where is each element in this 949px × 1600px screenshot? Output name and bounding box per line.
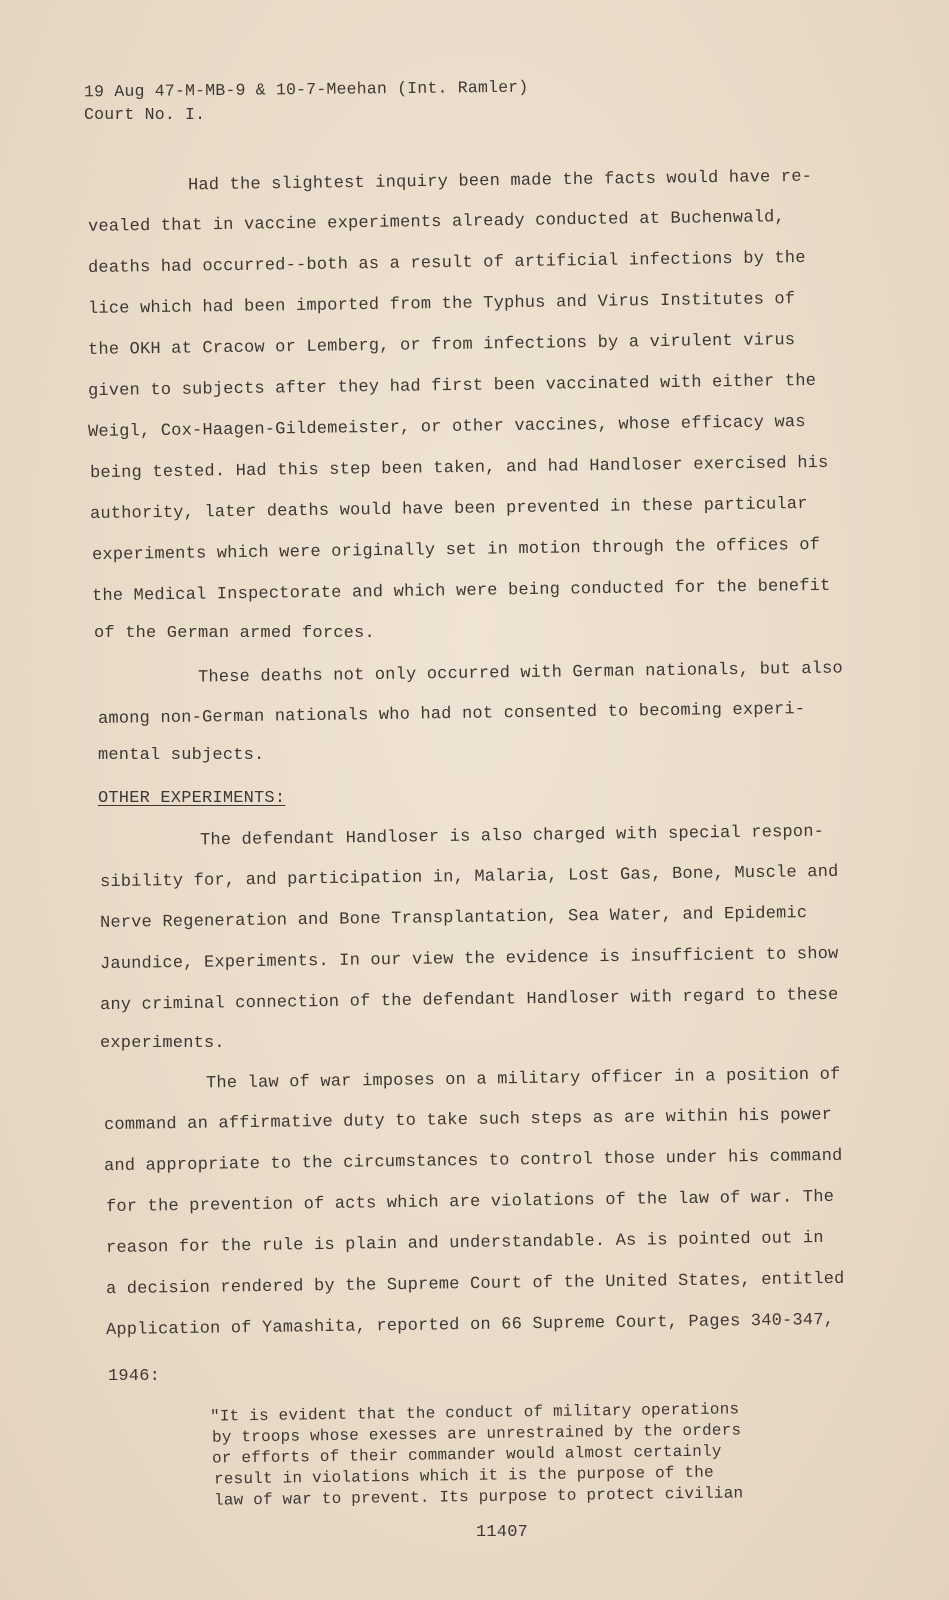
p3-line-4: Jaundice, Experiments. In our view the evidence is insufficient to show: [99, 944, 839, 975]
page-number: 11407: [476, 1523, 529, 1542]
p1-line-10: experiments which were originally set in motion through the offices of: [91, 535, 821, 566]
p2-line-1: These deaths not only occurred with German nationals, but also: [197, 659, 844, 688]
header-line-2: Court No. I.: [84, 105, 206, 124]
p1-line-5: the OKH at Cracow or Lemberg, or from infections by a virulent virus: [87, 331, 796, 360]
p3-line-6: experiments.: [100, 1034, 225, 1053]
header-line-1: 19 Aug 47-M-MB-9 & 10-7-Meehan (Int. Ramler): [83, 77, 529, 102]
p3-line-3: Nerve Regeneration and Bone Transplantation, Sea Water, and Epidemic: [99, 904, 808, 933]
p4-line-1: The law of war imposes on a military officer in a position of: [205, 1065, 841, 1094]
p4-line-2: command an affirmative duty to take such steps as are within his power: [103, 1105, 833, 1136]
p4-line-6: a decision rendered by the Supreme Court of the United States, entitled: [105, 1269, 845, 1300]
p4-line-7: Application of Yamashita, reported on 66 Supreme Court, Pages 340-347,: [105, 1310, 835, 1341]
p1-line-2: vealed that in vaccine experiments already conducted at Buchenwald,: [87, 208, 786, 237]
quote-line-1: "It is evident that the conduct of military operations: [209, 1400, 740, 1426]
p1-line-1: Had the slightest inquiry been made the facts would have re-: [187, 167, 813, 196]
quote-line-3: or efforts of their commander would almost certainly: [211, 1442, 722, 1468]
p1-line-11: the Medical Inspectorate and which were being conducted for the benefit: [91, 576, 831, 607]
quote-line-2: by troops whose exesses are unrestrained by the orders: [211, 1421, 742, 1447]
p3-line-2: sibility for, and participation in, Malaria, Lost Gas, Bone, Muscle and: [99, 862, 839, 893]
p2-line-3: mental subjects.: [98, 746, 265, 765]
p1-line-3: deaths had occurred--both as a result of artificial infections by the: [87, 248, 806, 279]
p1-line-8: being tested. Had this step been taken, and had Handloser exercised his: [89, 453, 829, 484]
p4-line-4: for the prevention of acts which are violations of the law of war. The: [105, 1187, 835, 1218]
p1-line-9: authority, later deaths would have been prevented in these particular: [89, 494, 808, 525]
p4-line-8: 1946:: [108, 1367, 161, 1386]
p4-line-3: and appropriate to the circumstances to control those under his command: [103, 1146, 843, 1177]
quote-line-5: law of war to prevent. Its purpose to protect civilian: [213, 1484, 744, 1510]
p1-line-6: given to subjects after they had first been vaccinated with either the: [87, 371, 817, 402]
p1-line-7: Weigl, Cox-Haagen-Gildemeister, or other vaccines, whose efficacy was: [87, 412, 806, 443]
p1-line-4: lice which had been imported from the Typhus and Virus Institutes of: [87, 290, 796, 319]
p3-line-5: any criminal connection of the defendant Handloser with regard to these: [99, 985, 839, 1016]
p3-line-1: The defendant Handloser is also charged with special respon-: [199, 822, 825, 851]
p4-line-5: reason for the rule is plain and understandable. As is pointed out in: [105, 1228, 824, 1259]
quote-line-4: result in violations which it is the purpose of the: [213, 1463, 714, 1489]
p2-line-2: among non-German nationals who had not consented to becoming experi-: [97, 700, 806, 729]
p1-line-12: of the German armed forces.: [94, 624, 375, 643]
section-heading: OTHER EXPERIMENTS:: [98, 789, 286, 808]
